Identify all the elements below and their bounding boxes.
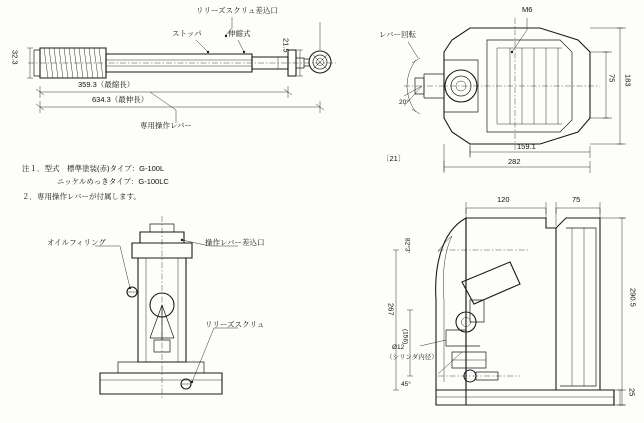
label-release-screw: リリーズスクリュ — [205, 320, 265, 329]
dim-75-bottom: 75 — [572, 195, 581, 204]
label-operating-lever-insert-port: 操作レバー差込口 — [205, 238, 265, 247]
dim-159-1: 159.1 — [517, 142, 536, 151]
label-angle-45: 45° — [401, 381, 411, 388]
label-telescopic: 伸縮式 — [228, 29, 251, 38]
dim-156: (156) — [401, 329, 409, 345]
label-lever-rotation: レバー回転 — [379, 30, 416, 39]
label-angle-20: 20° — [399, 99, 409, 106]
dim-359-3: 359.3（最縮長） — [78, 80, 135, 89]
dim-21-bracket: 〔21〕 — [382, 154, 406, 163]
note-1-head: 注１．型式 標準塗装(赤)タイプ：G-100L — [22, 164, 165, 173]
dim-75-top: 75 — [607, 74, 617, 83]
label-thread-m6: M6 — [522, 5, 533, 14]
label-release-screw-insert-port: リリーズスクリュ差込口 — [196, 6, 278, 15]
dim-25: 25 — [627, 388, 637, 397]
label-angle-82-3: 82°3′ — [403, 238, 411, 253]
label-stopper: ストッパ — [172, 29, 202, 38]
label-oil-filling: オイルフィリング — [47, 238, 106, 247]
dim-634-3: 634.3（最伸長） — [92, 95, 149, 104]
dim-21-5: 21.5 — [281, 38, 291, 53]
dim-32-3: 32.3 — [10, 50, 20, 65]
dim-120: 120 — [497, 195, 510, 204]
note-1-sub: ニッケルめっきタイプ：G-100LC — [57, 177, 169, 186]
label-dedicated-lever: 専用操作レバー — [140, 121, 192, 130]
label-cylinder-bore: （シリンダ内径） — [386, 354, 438, 361]
dim-267: 267 — [386, 303, 396, 316]
note-2: ２．専用操作レバーが付属します。 — [22, 192, 141, 201]
dim-282: 282 — [508, 157, 521, 166]
label-dia-12: Ø12 — [392, 344, 405, 351]
dim-290-5: 290.5 — [628, 288, 638, 307]
dim-183: 183 — [623, 74, 633, 87]
